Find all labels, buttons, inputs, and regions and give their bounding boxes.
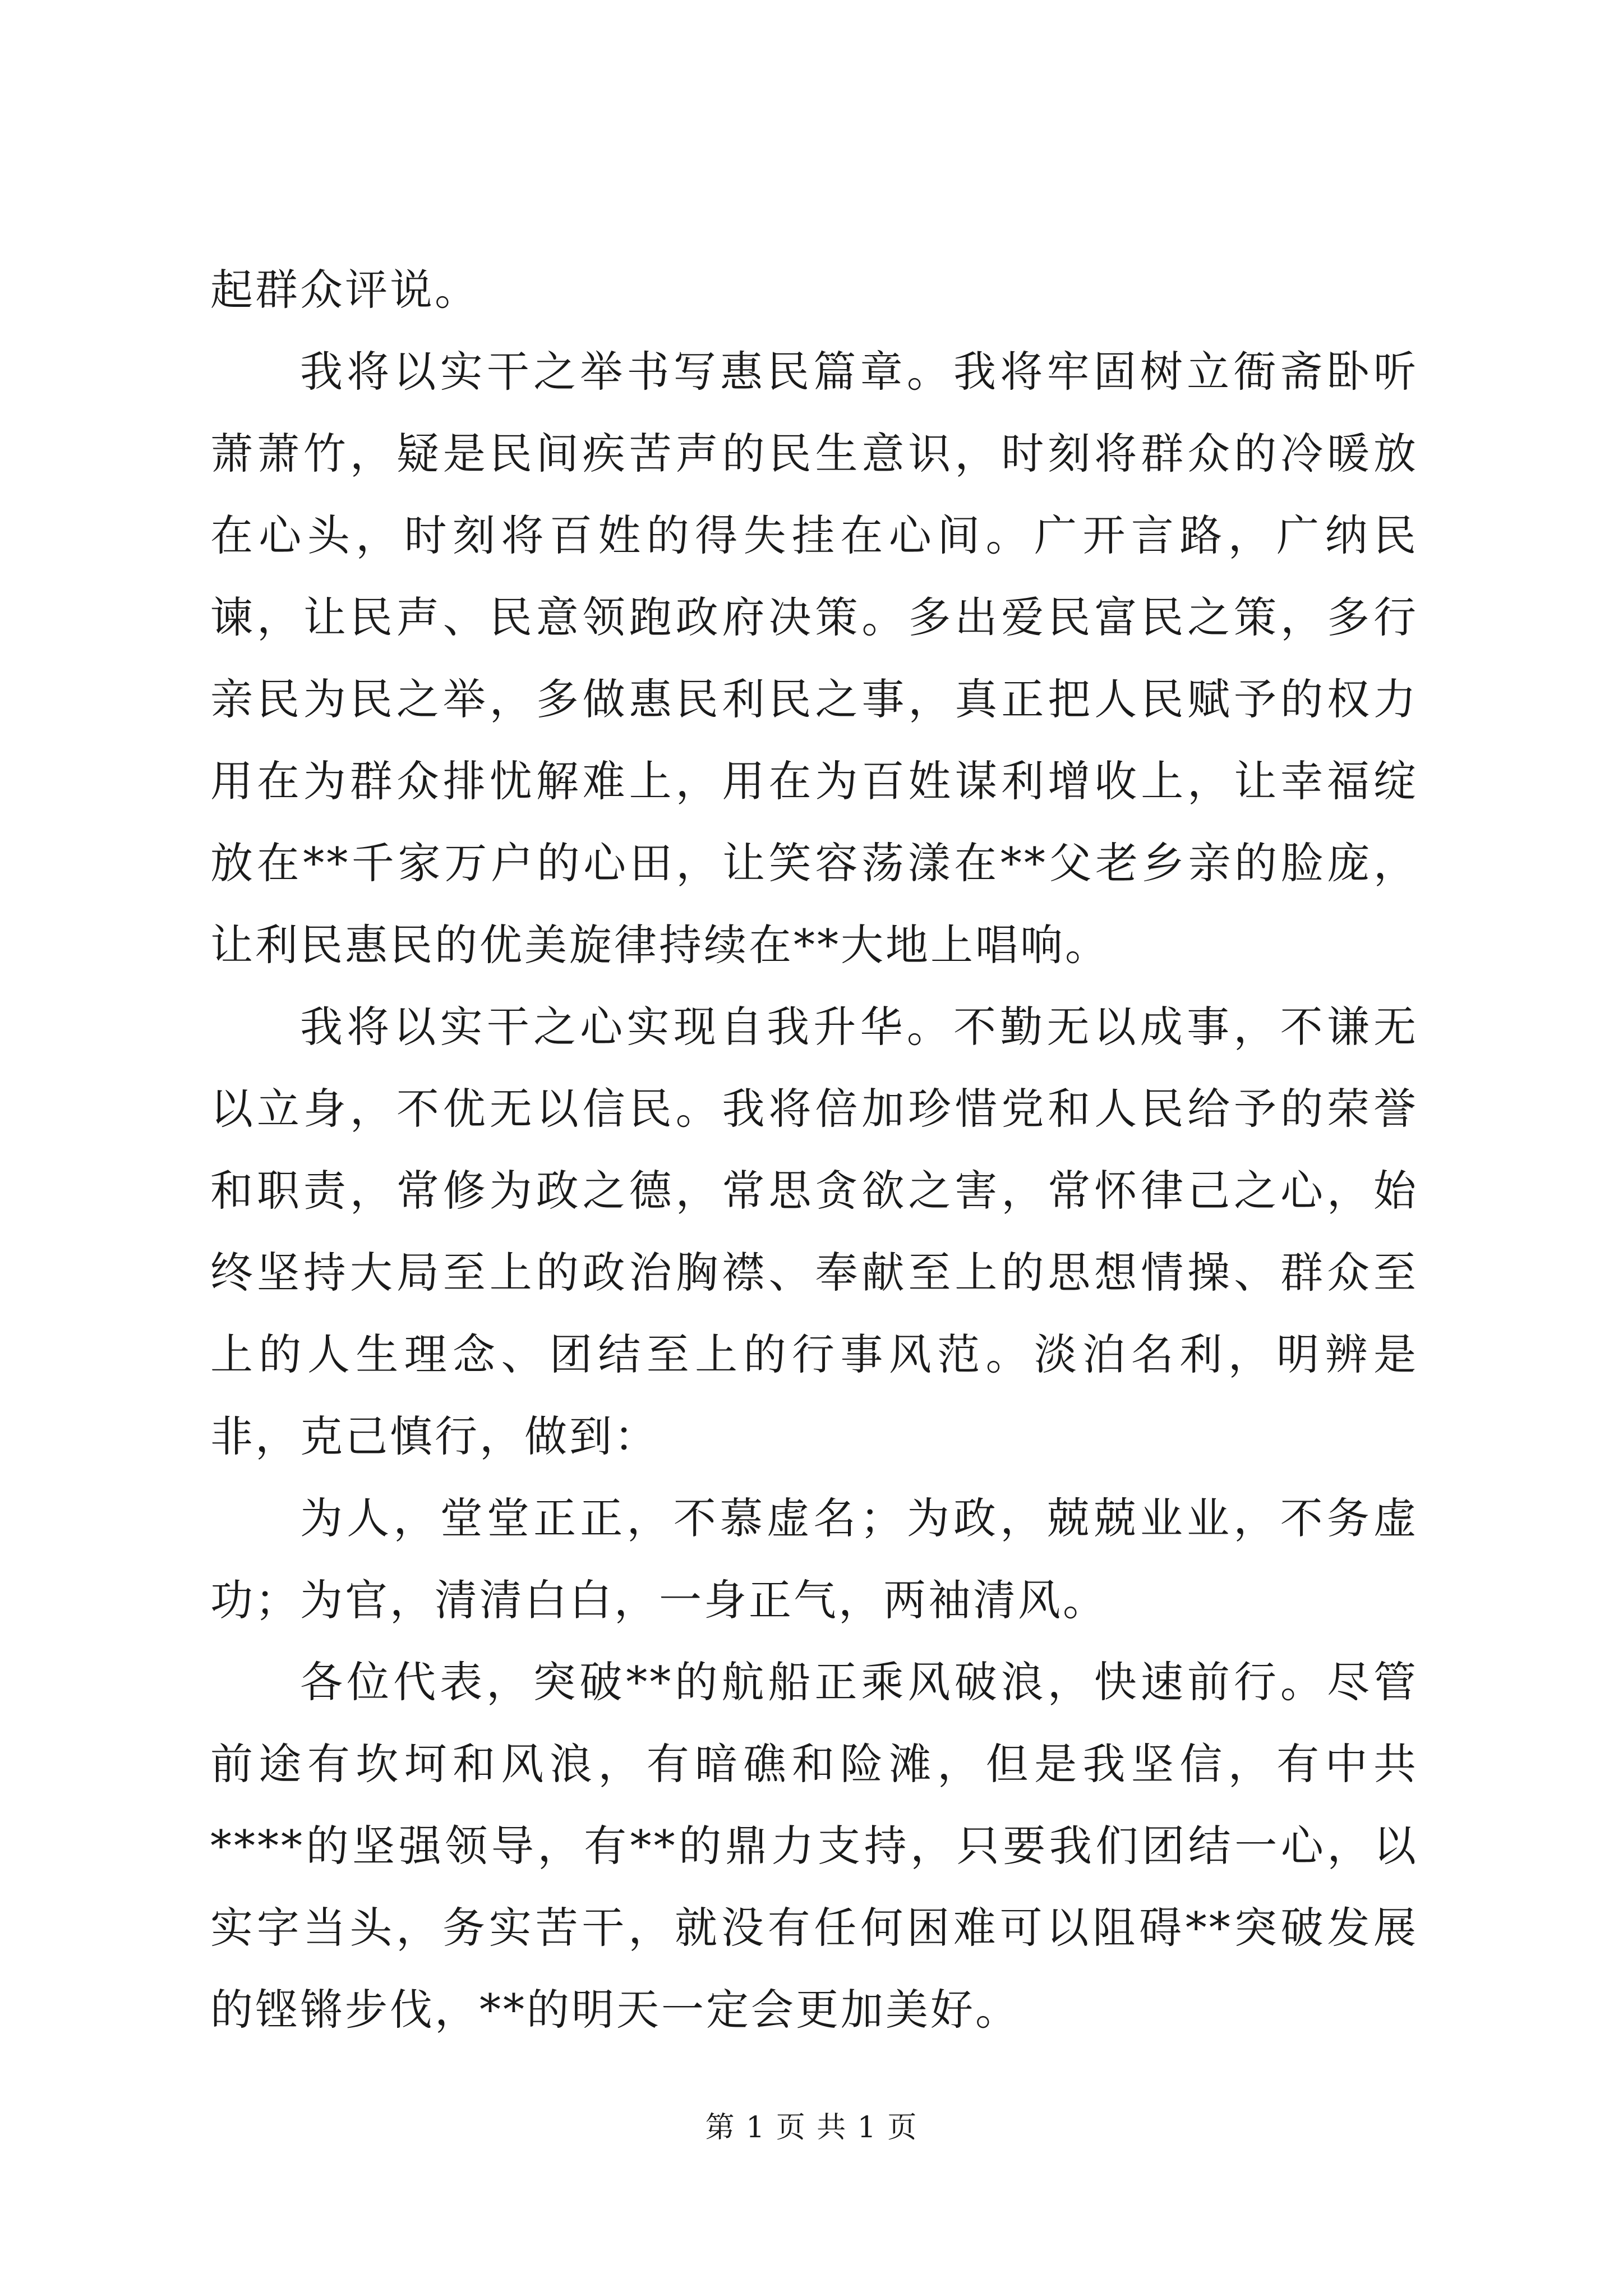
paragraph-self-improvement: 我将以实干之心实现自我升华。不勤无以成事，不谦无以立身，不优无以信民。我将倍加珍惜党和人民给予的荣誉和职责，常修为政之德，常思贪欲之害，常怀律己之心，始终坚持大局至上的政治胸襟、奉献至上的思想情操、群众至上的人生理念、团结至上的行事风范。淡泊名利，明辨是非，克己慎行，做到： xyxy=(210,1002,1418,1461)
paragraph-principles: 为人，堂堂正正，不慕虚名；为政，兢兢业业，不务虚功；为官，清清白白，一身正气，两袖清风。 xyxy=(210,1493,1418,1625)
paragraph-continuation: 起群众评说。 xyxy=(210,265,479,315)
page-number-footer: 第 1 页 共 1 页 xyxy=(705,2111,918,2145)
paragraph-welfare: 我将以实干之举书写惠民篇章。我将牢固树立衙斋卧听萧萧竹，疑是民间疾苦声的民生意识，时刻将群众的冷暖放在心头，时刻将百姓的得失挂在心间。广开言路，广纳民谏，让民声、民意领跑政府决策。多出爱民富民之策，多行亲民为民之举，多做惠民利民之事，真正把人民赋予的权力用在为群众排忧解难上，用在为百姓谋利增收上，让幸福绽放在**千家万户的心田，让笑容荡漾在**父老乡亲的脸庞，让利民惠民的优美旋律持续在**大地上唱响。 xyxy=(210,347,1418,970)
paragraph-closing: 各位代表，突破**的航船正乘风破浪，快速前行。尽管前途有坎坷和风浪，有暗礁和险滩，但是我坚信，有中共****的坚强领导，有**的鼎力支持，只要我们团结一心，以实字当头，务实苦干，就没有任何困难可以阻碍**突破发展的铿锵步伐，**的明天一定会更加美好。 xyxy=(210,1657,1418,2035)
document-body xyxy=(210,249,1418,2051)
